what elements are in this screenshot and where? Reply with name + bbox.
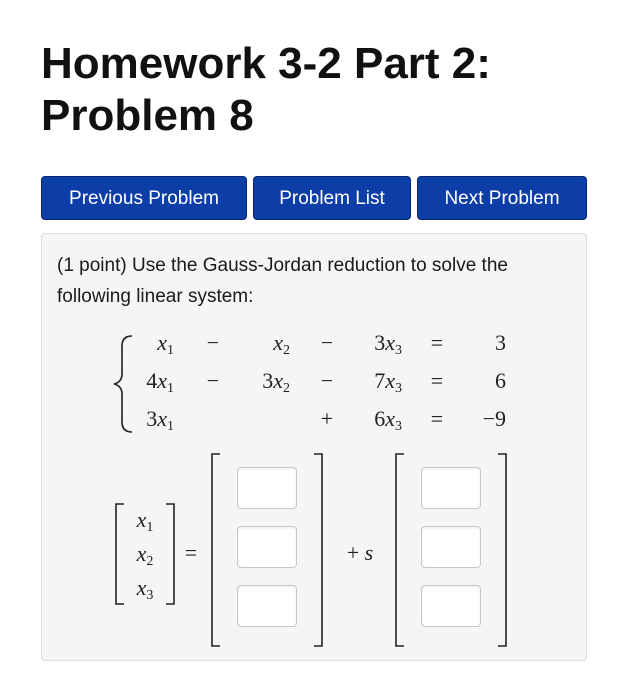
math-brackets bbox=[42, 234, 588, 662]
vector-left-bracket bbox=[116, 504, 124, 604]
eq3-term1: $3x_1$ bbox=[146, 406, 174, 434]
next-problem-button[interactable]: Next Problem bbox=[417, 176, 587, 220]
plus-s-label: + s bbox=[346, 540, 374, 565]
eq3-term3: $6x_3$ bbox=[374, 406, 402, 434]
vector-x3: $x_3$ bbox=[136, 575, 154, 603]
eq1-term1: $x_1$ bbox=[157, 330, 174, 358]
eq1-op2: − bbox=[206, 330, 220, 355]
eq1-rhs: 3 bbox=[495, 330, 506, 355]
answer-col1-row3-input[interactable] bbox=[237, 585, 297, 627]
eq2-op2: − bbox=[206, 368, 220, 393]
problem-list-button[interactable]: Problem List bbox=[253, 176, 411, 220]
eq2-term1: $4x_1$ bbox=[146, 368, 174, 396]
answer-col1-left-bracket bbox=[212, 454, 220, 646]
problem-prompt: (1 point) Use the Gauss-Jordan reduction to solve the following linear system: bbox=[57, 255, 508, 307]
page-title: Homework 3-2 Part 2: Problem 8 bbox=[41, 39, 491, 140]
answer-col1-row2-input[interactable] bbox=[237, 526, 297, 568]
eq1-term2: $x_2$ bbox=[273, 330, 290, 358]
vector-equals: = bbox=[184, 540, 198, 565]
eq2-term2: $3x_2$ bbox=[262, 368, 290, 396]
answer-col2-row2-input[interactable] bbox=[421, 526, 481, 568]
previous-problem-button[interactable]: Previous Problem bbox=[41, 176, 247, 220]
eq1-op3: − bbox=[320, 330, 334, 355]
eq3-rhs: −9 bbox=[482, 406, 506, 431]
vector-x1: $x_1$ bbox=[136, 507, 154, 535]
eq2-rhs: 6 bbox=[495, 368, 506, 393]
answer-col1-row1-input[interactable] bbox=[237, 467, 297, 509]
vector-x2: $x_2$ bbox=[136, 541, 154, 569]
problem-panel bbox=[41, 233, 587, 661]
answer-col2-left-bracket bbox=[396, 454, 404, 646]
eq3-equals: = bbox=[430, 406, 444, 431]
vector-right-bracket bbox=[166, 504, 174, 604]
answer-col1-right-bracket bbox=[314, 454, 322, 646]
eq2-term3: $7x_3$ bbox=[374, 368, 402, 396]
answer-col2-row3-input[interactable] bbox=[421, 585, 481, 627]
system-brace bbox=[114, 336, 132, 432]
eq3-op3: + bbox=[320, 406, 334, 431]
eq1-equals: = bbox=[430, 330, 444, 355]
eq1-term3: $3x_3$ bbox=[374, 330, 402, 358]
eq2-op3: − bbox=[320, 368, 334, 393]
answer-col2-row1-input[interactable] bbox=[421, 467, 481, 509]
answer-col2-right-bracket bbox=[498, 454, 506, 646]
eq2-equals: = bbox=[430, 368, 444, 393]
